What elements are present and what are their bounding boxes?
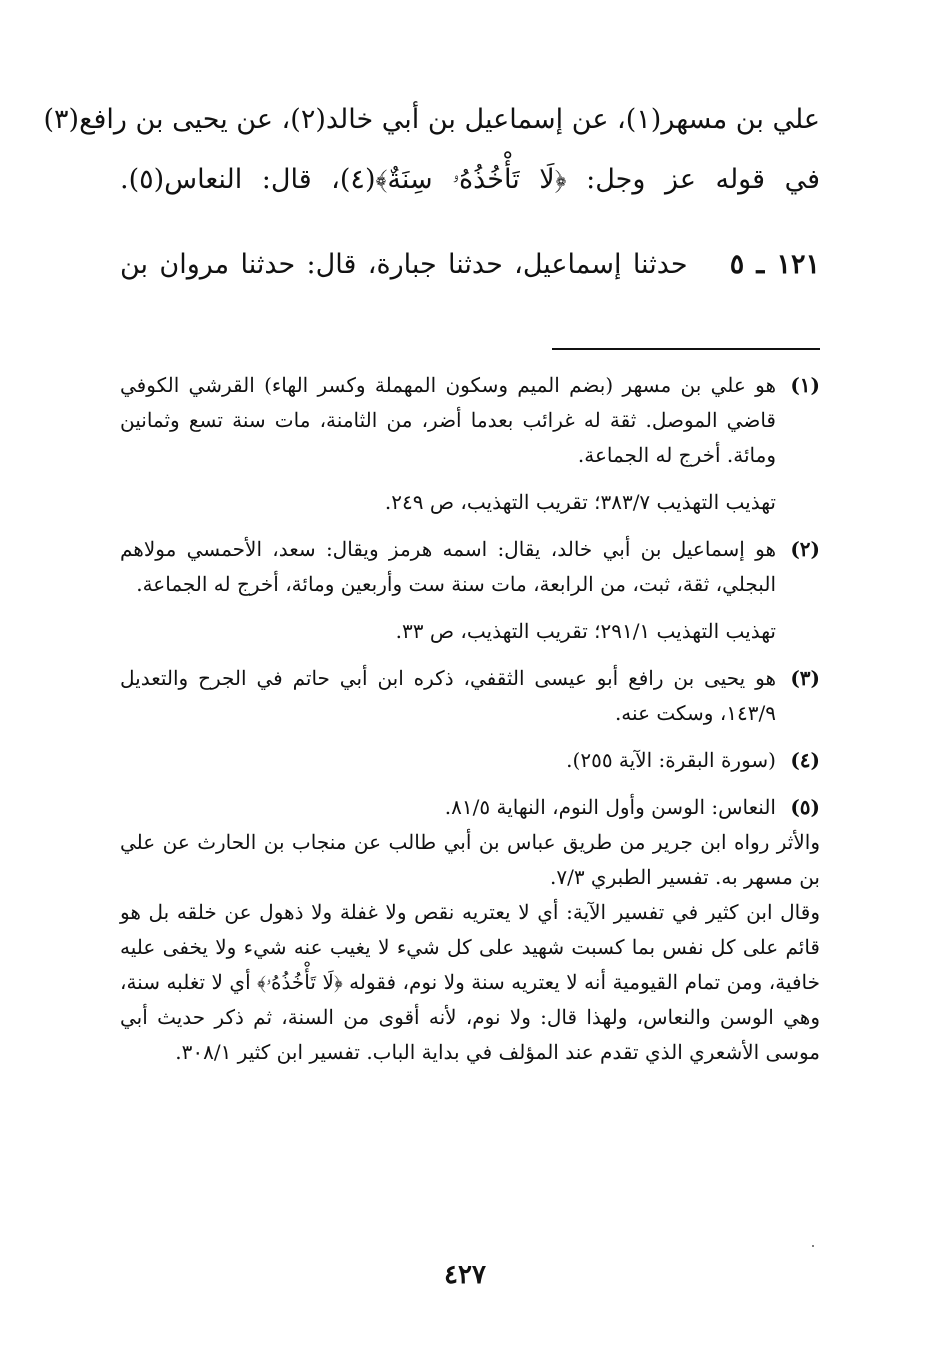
- main-text: [43, 100, 820, 200]
- main-text-line-2: في قوله عز وجل: ﴿لَا تَأْخُذُهُۥ سِنَةٌ﴾(٤)، قال: النعاس(٥).: [120, 164, 820, 195]
- footnote-5: [120, 790, 820, 1070]
- footnote-continuation-1: والأثر رواه ابن جرير من طريق عباس بن أبي طالب عن منجاب بن الحارث عن علي بن مسهر به. تفسير الطبري ٧/٣.: [120, 830, 820, 889]
- scan-speck: [812, 1245, 814, 1247]
- footnote-number: (٤): [790, 748, 820, 772]
- footnote-separator: [552, 348, 820, 350]
- footnote-number: (٢): [790, 537, 820, 561]
- footnote-3: [120, 661, 820, 731]
- footnote-continuation-2: وقال ابن كثير في تفسير الآية: أي لا يعتريه نقص ولا غفلة ولا ذهول عن خلقه بل هو قائم على كل نفس بما كسبت شهيد على كل شيء لا يغيب عنه شيء ولا يخفى عليه خافية، ومن تمام القيومية أنه لا يعتريه سنة ولا نوم، فقوله ﴿لَا تَأْخُذُهُۥ﴾ أي لا تغلبه سنة، وهي الوسن والنعاس، ولهذا قال: ولا نوم، لأنه أقوى من السنة، ثم ذكر حديث أبي موسى الأشعري الذي تقدم عند المؤلف في بداية الباب. تفسير ابن كثير ٣٠٨/١.: [120, 900, 820, 1064]
- footnotes: [120, 368, 820, 1070]
- page-number: ٤٢٧: [444, 1260, 486, 1290]
- footnote-2: [120, 532, 820, 649]
- footnote-reference: تهذيب التهذيب ٢٩١/١؛ تقريب التهذيب، ص ٣٣.: [395, 619, 776, 643]
- footnote-text: النعاس: الوسن وأول النوم، النهاية ٨١/٥.: [444, 795, 776, 819]
- footnote-number: (٥): [790, 795, 820, 819]
- footnote-1: [120, 368, 820, 520]
- footnote-text: هو يحيى بن رافع أبو عيسى الثقفي، ذكره ابن أبي حاتم في الجرح والتعديل ١٤٣/٩، وسكت عنه.: [120, 666, 776, 725]
- footnote-number: (١): [790, 373, 820, 397]
- footnote-number: (٣): [790, 666, 820, 690]
- footnote-text: هو علي بن مسهر (بضم الميم وسكون المهملة وكسر الهاء) القرشي الكوفي قاضي الموصل. ثقة له غرائب بعدما أضر، من الثامنة، مات سنة تسع وثمانين ومائة. أخرج له الجماعة.: [120, 373, 777, 467]
- hadith-entry-number: ١٢١ ـ ٥: [729, 249, 820, 280]
- footnote-text: هو إسماعيل بن أبي خالد، يقال: اسمه هرمز ويقال: سعد، الأحمسي مولاهم البجلي، ثقة، ثبت، من الرابعة، مات سنة ست وأربعين ومائة، أخرج له الجماعة.: [120, 537, 776, 596]
- main-text-line-1: علي بن مسهر(١)، عن إسماعيل بن أبي خالد(٢)، عن يحيى بن رافع(٣): [43, 104, 820, 135]
- footnote-text: (سورة البقرة: الآية ٢٥٥).: [566, 748, 776, 772]
- footnote-reference: تهذيب التهذيب ٣٨٣/٧؛ تقريب التهذيب، ص ٢٤٩.: [384, 490, 776, 514]
- footnote-4: [120, 743, 820, 778]
- hadith-entry-text: حدثنا إسماعيل، حدثنا جبارة، قال: حدثنا مروان بن: [120, 249, 688, 280]
- hadith-entry: [120, 245, 820, 285]
